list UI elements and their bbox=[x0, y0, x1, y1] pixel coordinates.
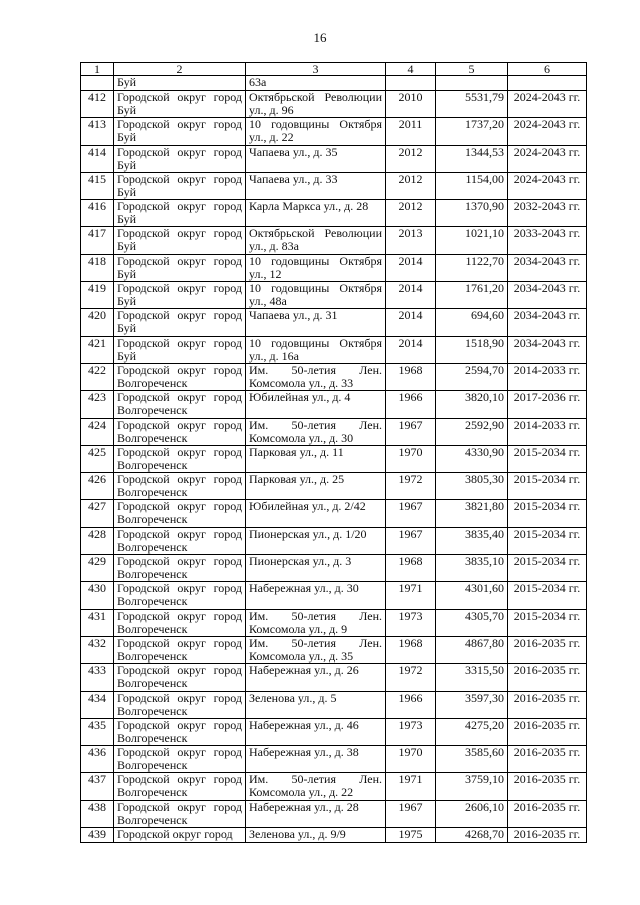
district-cell: Городской округ город Буй bbox=[114, 91, 246, 118]
district-cell: Городской округ город Волгореченск bbox=[114, 718, 246, 745]
table-row bbox=[81, 309, 587, 336]
row-number: 413 bbox=[81, 118, 114, 145]
district-cell: Городской округ город Буй bbox=[114, 227, 246, 254]
table-row bbox=[81, 172, 587, 199]
table-row bbox=[81, 118, 587, 145]
area-cell: 4330,90 bbox=[436, 445, 508, 472]
area-cell: 1154,00 bbox=[436, 172, 508, 199]
address-cell: 10 годовщины Октября ул., 12 bbox=[246, 254, 386, 281]
year-cell: 1972 bbox=[386, 473, 436, 500]
address-cell: Им. 50-летия Лен. Комсомола ул., д. 35 bbox=[246, 636, 386, 663]
table-row bbox=[81, 336, 587, 363]
period-cell: 2033-2043 гг. bbox=[508, 227, 587, 254]
year-cell: 1973 bbox=[386, 718, 436, 745]
column-header: 6 bbox=[508, 63, 587, 76]
year-cell bbox=[386, 76, 436, 91]
period-cell: 2016-2035 гг. bbox=[508, 800, 587, 827]
area-cell: 2592,90 bbox=[436, 418, 508, 445]
area-cell: 3821,80 bbox=[436, 500, 508, 527]
row-number: 429 bbox=[81, 555, 114, 582]
period-cell: 2034-2043 гг. bbox=[508, 282, 587, 309]
table-row bbox=[81, 609, 587, 636]
district-cell: Городской округ город Волгореченск bbox=[114, 363, 246, 390]
year-cell: 2012 bbox=[386, 200, 436, 227]
year-cell: 1966 bbox=[386, 391, 436, 418]
table-row bbox=[81, 582, 587, 609]
area-cell: 694,60 bbox=[436, 309, 508, 336]
table-row bbox=[81, 91, 587, 118]
address-cell: 10 годовщины Октября ул., 48а bbox=[246, 282, 386, 309]
district-cell: Городской округ город Волгореченск bbox=[114, 636, 246, 663]
period-cell: 2034-2043 гг. bbox=[508, 336, 587, 363]
period-cell: 2034-2043 гг. bbox=[508, 254, 587, 281]
table-row bbox=[81, 746, 587, 773]
row-number: 431 bbox=[81, 609, 114, 636]
area-cell: 4268,70 bbox=[436, 828, 508, 843]
column-header-row bbox=[81, 63, 587, 76]
table-row bbox=[81, 636, 587, 663]
area-cell: 3805,30 bbox=[436, 473, 508, 500]
district-cell: Городской округ город Волгореченск bbox=[114, 418, 246, 445]
area-cell: 3315,50 bbox=[436, 664, 508, 691]
area-cell: 1122,70 bbox=[436, 254, 508, 281]
table-row bbox=[81, 691, 587, 718]
period-cell: 2016-2035 гг. bbox=[508, 636, 587, 663]
year-cell: 1966 bbox=[386, 691, 436, 718]
period-cell bbox=[508, 76, 587, 91]
row-number: 412 bbox=[81, 91, 114, 118]
district-cell: Городской округ город Волгореченск bbox=[114, 582, 246, 609]
row-number: 420 bbox=[81, 309, 114, 336]
area-cell: 2594,70 bbox=[436, 363, 508, 390]
area-cell: 4867,80 bbox=[436, 636, 508, 663]
table-row bbox=[81, 391, 587, 418]
table-row bbox=[81, 473, 587, 500]
row-number: 426 bbox=[81, 473, 114, 500]
period-cell: 2024-2043 гг. bbox=[508, 172, 587, 199]
row-number: 417 bbox=[81, 227, 114, 254]
area-cell: 4275,20 bbox=[436, 718, 508, 745]
row-number: 424 bbox=[81, 418, 114, 445]
period-cell: 2015-2034 гг. bbox=[508, 527, 587, 554]
year-cell: 1972 bbox=[386, 664, 436, 691]
year-cell: 1967 bbox=[386, 500, 436, 527]
address-cell: Набережная ул., д. 38 bbox=[246, 746, 386, 773]
year-cell: 2014 bbox=[386, 336, 436, 363]
row-number: 434 bbox=[81, 691, 114, 718]
district-cell: Городской округ город Буй bbox=[114, 254, 246, 281]
row-number: 432 bbox=[81, 636, 114, 663]
table-row bbox=[81, 200, 587, 227]
district-cell: Буй bbox=[114, 76, 246, 91]
area-cell: 3585,60 bbox=[436, 746, 508, 773]
period-cell: 2032-2043 гг. bbox=[508, 200, 587, 227]
row-number: 439 bbox=[81, 828, 114, 843]
period-cell: 2024-2043 гг. bbox=[508, 91, 587, 118]
period-cell: 2015-2034 гг. bbox=[508, 473, 587, 500]
address-cell: Набережная ул., д. 46 bbox=[246, 718, 386, 745]
address-cell: Им. 50-летия Лен. Комсомола ул., д. 22 bbox=[246, 773, 386, 800]
column-header: 5 bbox=[436, 63, 508, 76]
address-cell: Юбилейная ул., д. 2/42 bbox=[246, 500, 386, 527]
period-cell: 2015-2034 гг. bbox=[508, 609, 587, 636]
table-row bbox=[81, 445, 587, 472]
district-cell: Городской округ город Волгореченск bbox=[114, 800, 246, 827]
year-cell: 2011 bbox=[386, 118, 436, 145]
address-cell: Им. 50-летия Лен. Комсомола ул., д. 30 bbox=[246, 418, 386, 445]
district-cell: Городской округ город Буй bbox=[114, 200, 246, 227]
year-cell: 1971 bbox=[386, 773, 436, 800]
table-row bbox=[81, 664, 587, 691]
address-cell: 10 годовщины Октября ул., д. 22 bbox=[246, 118, 386, 145]
period-cell: 2016-2035 гг. bbox=[508, 664, 587, 691]
area-cell: 4301,60 bbox=[436, 582, 508, 609]
address-cell: Юбилейная ул., д. 4 bbox=[246, 391, 386, 418]
table-row bbox=[81, 718, 587, 745]
address-cell: 10 годовщины Октября ул., д. 16а bbox=[246, 336, 386, 363]
address-cell: Набережная ул., д. 30 bbox=[246, 582, 386, 609]
area-cell: 1370,90 bbox=[436, 200, 508, 227]
address-cell: Им. 50-летия Лен. Комсомола ул., д. 9 bbox=[246, 609, 386, 636]
year-cell: 1973 bbox=[386, 609, 436, 636]
year-cell: 1970 bbox=[386, 746, 436, 773]
period-cell: 2024-2043 гг. bbox=[508, 118, 587, 145]
table-row bbox=[81, 500, 587, 527]
row-number: 418 bbox=[81, 254, 114, 281]
period-cell: 2016-2035 гг. bbox=[508, 828, 587, 843]
district-cell: Городской округ город Буй bbox=[114, 282, 246, 309]
year-cell: 1967 bbox=[386, 800, 436, 827]
period-cell: 2014-2033 гг. bbox=[508, 418, 587, 445]
column-header: 2 bbox=[114, 63, 246, 76]
year-cell: 1975 bbox=[386, 828, 436, 843]
period-cell: 2014-2033 гг. bbox=[508, 363, 587, 390]
district-cell: Городской округ город Буй bbox=[114, 336, 246, 363]
period-cell: 2017-2036 гг. bbox=[508, 391, 587, 418]
district-cell: Городской округ город bbox=[114, 828, 246, 843]
year-cell: 1971 bbox=[386, 582, 436, 609]
district-cell: Городской округ город Волгореченск bbox=[114, 664, 246, 691]
period-cell: 2015-2034 гг. bbox=[508, 500, 587, 527]
year-cell: 2012 bbox=[386, 145, 436, 172]
table-row bbox=[81, 555, 587, 582]
year-cell: 2012 bbox=[386, 172, 436, 199]
district-cell: Городской округ город Волгореченск bbox=[114, 445, 246, 472]
area-cell: 1021,10 bbox=[436, 227, 508, 254]
year-cell: 1968 bbox=[386, 555, 436, 582]
district-cell: Городской округ город Волгореченск bbox=[114, 473, 246, 500]
year-cell: 1968 bbox=[386, 363, 436, 390]
district-cell: Городской округ город Волгореченск bbox=[114, 500, 246, 527]
period-cell: 2016-2035 гг. bbox=[508, 718, 587, 745]
address-cell: Парковая ул., д. 11 bbox=[246, 445, 386, 472]
address-cell: Пионерская ул., д. 3 bbox=[246, 555, 386, 582]
row-number: 425 bbox=[81, 445, 114, 472]
period-cell: 2024-2043 гг. bbox=[508, 145, 587, 172]
table-row bbox=[81, 363, 587, 390]
row-number: 438 bbox=[81, 800, 114, 827]
address-cell: Октябрьской Революции ул., д. 83а bbox=[246, 227, 386, 254]
row-number: 435 bbox=[81, 718, 114, 745]
address-cell: Чапаева ул., д. 31 bbox=[246, 309, 386, 336]
row-number: 416 bbox=[81, 200, 114, 227]
row-number: 414 bbox=[81, 145, 114, 172]
row-number: 437 bbox=[81, 773, 114, 800]
row-number bbox=[81, 76, 114, 91]
area-cell: 1518,90 bbox=[436, 336, 508, 363]
area-cell: 2606,10 bbox=[436, 800, 508, 827]
table-row bbox=[81, 800, 587, 827]
address-cell: Карла Маркса ул., д. 28 bbox=[246, 200, 386, 227]
year-cell: 2010 bbox=[386, 91, 436, 118]
period-cell: 2016-2035 гг. bbox=[508, 691, 587, 718]
page-number: 16 bbox=[313, 30, 327, 45]
district-cell: Городской округ город Буй bbox=[114, 145, 246, 172]
address-cell: Набережная ул., д. 28 bbox=[246, 800, 386, 827]
district-cell: Городской округ город Буй bbox=[114, 118, 246, 145]
area-cell: 3597,30 bbox=[436, 691, 508, 718]
district-cell: Городской округ город Волгореченск bbox=[114, 527, 246, 554]
area-cell: 4305,70 bbox=[436, 609, 508, 636]
row-number: 415 bbox=[81, 172, 114, 199]
area-cell: 3820,10 bbox=[436, 391, 508, 418]
column-header: 3 bbox=[246, 63, 386, 76]
address-cell: Набережная ул., д. 26 bbox=[246, 664, 386, 691]
address-cell: Чапаева ул., д. 33 bbox=[246, 172, 386, 199]
table-row bbox=[81, 282, 587, 309]
district-cell: Городской округ город Буй bbox=[114, 309, 246, 336]
address-cell: Пионерская ул., д. 1/20 bbox=[246, 527, 386, 554]
row-number: 430 bbox=[81, 582, 114, 609]
area-cell: 1737,20 bbox=[436, 118, 508, 145]
year-cell: 1968 bbox=[386, 636, 436, 663]
district-cell: Городской округ город Волгореченск bbox=[114, 555, 246, 582]
area-cell: 5531,79 bbox=[436, 91, 508, 118]
year-cell: 1967 bbox=[386, 418, 436, 445]
address-cell: Им. 50-летия Лен. Комсомола ул., д. 33 bbox=[246, 363, 386, 390]
row-number: 421 bbox=[81, 336, 114, 363]
period-cell: 2016-2035 гг. bbox=[508, 746, 587, 773]
area-cell: 3835,40 bbox=[436, 527, 508, 554]
year-cell: 1967 bbox=[386, 527, 436, 554]
area-cell: 3835,10 bbox=[436, 555, 508, 582]
district-cell: Городской округ город Волгореченск bbox=[114, 773, 246, 800]
table-row bbox=[81, 828, 587, 843]
year-cell: 2014 bbox=[386, 282, 436, 309]
year-cell: 1970 bbox=[386, 445, 436, 472]
district-cell: Городской округ город Волгореченск bbox=[114, 609, 246, 636]
address-cell: Чапаева ул., д. 35 bbox=[246, 145, 386, 172]
area-cell: 1344,53 bbox=[436, 145, 508, 172]
year-cell: 2014 bbox=[386, 254, 436, 281]
area-cell: 3759,10 bbox=[436, 773, 508, 800]
district-cell: Городской округ город Волгореченск bbox=[114, 391, 246, 418]
district-cell: Городской округ город Буй bbox=[114, 172, 246, 199]
address-cell: Парковая ул., д. 25 bbox=[246, 473, 386, 500]
column-header: 1 bbox=[81, 63, 114, 76]
period-cell: 2015-2034 гг. bbox=[508, 582, 587, 609]
period-cell: 2015-2034 гг. bbox=[508, 555, 587, 582]
row-number: 436 bbox=[81, 746, 114, 773]
year-cell: 2013 bbox=[386, 227, 436, 254]
table-row bbox=[81, 227, 587, 254]
area-cell: 1761,20 bbox=[436, 282, 508, 309]
housing-table bbox=[80, 62, 587, 843]
district-cell: Городской округ город Волгореченск bbox=[114, 746, 246, 773]
district-cell: Городской округ город Волгореченск bbox=[114, 691, 246, 718]
address-cell: 63а bbox=[246, 76, 386, 91]
table-row bbox=[81, 527, 587, 554]
address-cell: Октябрьской Революции ул., д. 96 bbox=[246, 91, 386, 118]
row-number: 422 bbox=[81, 363, 114, 390]
period-cell: 2016-2035 гг. bbox=[508, 773, 587, 800]
period-cell: 2034-2043 гг. bbox=[508, 309, 587, 336]
period-cell: 2015-2034 гг. bbox=[508, 445, 587, 472]
table-row bbox=[81, 773, 587, 800]
row-number: 427 bbox=[81, 500, 114, 527]
row-number: 428 bbox=[81, 527, 114, 554]
year-cell: 2014 bbox=[386, 309, 436, 336]
table-row bbox=[81, 145, 587, 172]
address-cell: Зеленова ул., д. 9/9 bbox=[246, 828, 386, 843]
table-row bbox=[81, 254, 587, 281]
row-number: 423 bbox=[81, 391, 114, 418]
address-cell: Зеленова ул., д. 5 bbox=[246, 691, 386, 718]
column-header: 4 bbox=[386, 63, 436, 76]
area-cell bbox=[436, 76, 508, 91]
row-number: 433 bbox=[81, 664, 114, 691]
row-number: 419 bbox=[81, 282, 114, 309]
table-row bbox=[81, 418, 587, 445]
continuation-row bbox=[81, 76, 587, 91]
